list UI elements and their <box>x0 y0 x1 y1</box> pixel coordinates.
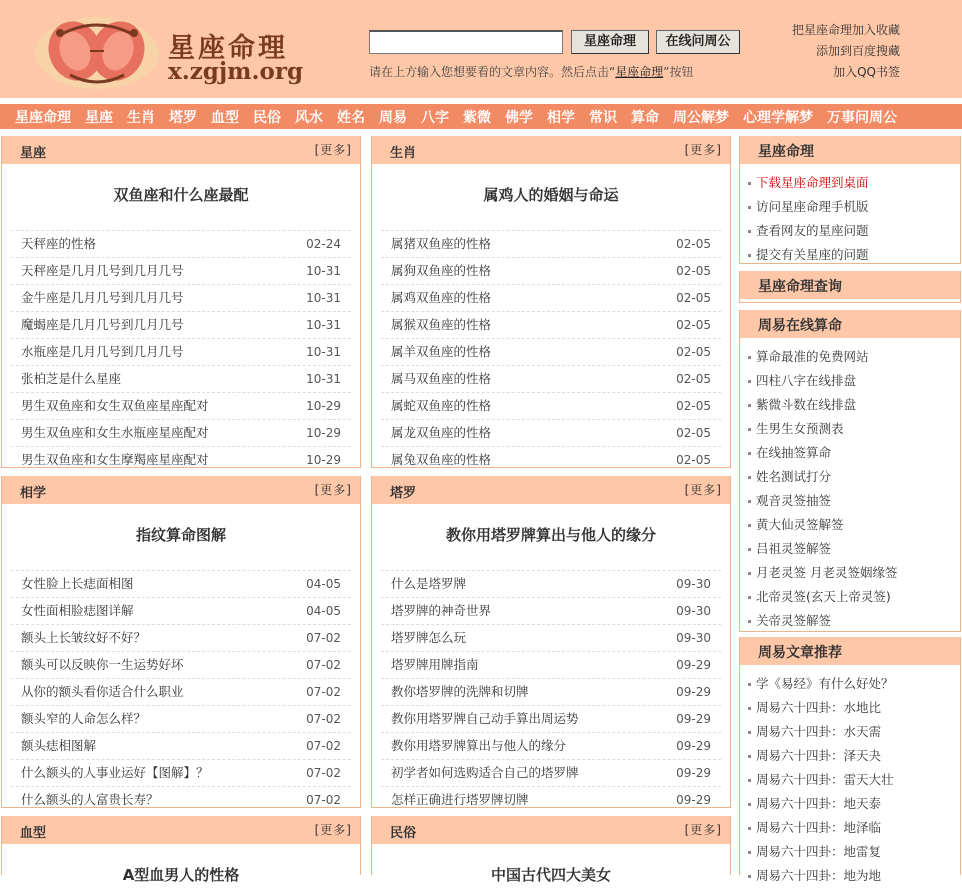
item-date: 02-05 <box>676 399 711 413</box>
sidebar-link[interactable]: 周易六十四卦：地泽临 <box>748 816 960 840</box>
sidebar-link[interactable]: 关帝灵签解签 <box>748 609 960 633</box>
nav-item[interactable]: 周易 <box>379 109 407 126</box>
featured-article[interactable]: A型血男人的性格 <box>122 866 240 884</box>
article-list <box>381 230 721 473</box>
item-title[interactable]: 怎样正确进行塔罗牌切牌 <box>391 792 529 807</box>
nav-item[interactable]: 塔罗 <box>169 109 197 126</box>
panel-header <box>2 816 360 844</box>
list-item[interactable] <box>11 678 351 705</box>
sidebar-link[interactable]: 周易六十四卦：水地比 <box>748 696 960 720</box>
list-item[interactable] <box>11 732 351 759</box>
item-title[interactable]: 张柏芝是什么星座 <box>21 371 122 386</box>
featured-article[interactable]: 指纹算命图解 <box>135 526 226 544</box>
article-list <box>11 230 351 473</box>
list-item[interactable] <box>11 570 351 597</box>
panel-header <box>2 136 360 164</box>
panel-xingzuo <box>1 136 361 468</box>
panel-title: 生肖 <box>390 146 417 161</box>
panel-taluo <box>371 476 731 808</box>
baidu-bookmark-link[interactable]: 添加到百度搜藏 <box>815 44 900 58</box>
list-item[interactable] <box>381 230 721 257</box>
sidebar-link[interactable]: 吕祖灵签解签 <box>748 537 960 561</box>
main-nav <box>0 104 962 129</box>
item-date: 07-02 <box>306 712 341 726</box>
item-title[interactable]: 初学者如何选购适合自己的塔罗牌 <box>391 765 579 780</box>
search-input[interactable] <box>369 30 563 54</box>
article-list <box>11 570 351 813</box>
sidebar-link[interactable]: 访问星座命理手机版 <box>748 195 960 219</box>
list-item[interactable] <box>381 392 721 419</box>
item-title[interactable]: 属猴双鱼座的性格 <box>391 317 492 332</box>
nav-item[interactable]: 常识 <box>589 109 617 126</box>
panel-title: 民俗 <box>390 826 417 841</box>
list-item[interactable] <box>11 705 351 732</box>
nav-item[interactable]: 生肖 <box>127 109 155 126</box>
nav-item[interactable]: 风水 <box>295 109 323 126</box>
item-title[interactable]: 属蛇双鱼座的性格 <box>391 398 492 413</box>
more-link[interactable]: [更多] <box>314 483 352 497</box>
panel-title: 星座 <box>20 146 47 161</box>
sidebar-list <box>748 672 960 888</box>
more-link[interactable]: [更多] <box>314 823 352 837</box>
nav-item[interactable]: 民俗 <box>253 109 281 126</box>
panel-header <box>372 816 730 844</box>
sidebar-link[interactable]: 周易六十四卦：地天泰 <box>748 792 960 816</box>
hint-text-end: ”按钮 <box>663 65 694 79</box>
item-title[interactable]: 男生双鱼座和女生摩羯座星座配对 <box>21 452 209 467</box>
search-button[interactable]: 星座命理 <box>571 30 649 54</box>
item-title[interactable]: 魔蝎座是几月几号到几月几号 <box>21 317 184 332</box>
item-date: 09-30 <box>676 604 711 618</box>
list-item[interactable] <box>381 570 721 597</box>
nav-item[interactable]: 星座 <box>85 109 113 126</box>
sidebar-box-xingzuo <box>739 136 961 264</box>
list-item[interactable] <box>381 338 721 365</box>
panel-title: 相学 <box>20 486 47 501</box>
item-title[interactable]: 塔罗牌用牌指南 <box>391 657 479 672</box>
item-date: 10-31 <box>306 318 341 332</box>
item-date: 02-05 <box>676 237 711 251</box>
more-link[interactable]: [更多] <box>314 143 352 157</box>
list-item[interactable] <box>381 705 721 732</box>
item-date: 02-05 <box>676 291 711 305</box>
site-header <box>0 0 962 98</box>
nav-item[interactable]: 星座命理 <box>15 109 71 126</box>
item-date: 07-02 <box>306 631 341 645</box>
item-date: 09-29 <box>676 793 711 807</box>
item-title[interactable]: 额头可以反映你一生运势好坏 <box>21 657 184 672</box>
sidebar-link[interactable]: 在线抽签算命 <box>748 441 960 465</box>
item-date: 10-31 <box>306 264 341 278</box>
list-item[interactable] <box>11 446 351 473</box>
item-title[interactable]: 教你塔罗牌的洗牌和切牌 <box>391 684 529 699</box>
sidebar-link[interactable]: 学《易经》有什么好处？ <box>748 672 960 696</box>
item-date: 09-29 <box>676 766 711 780</box>
list-item[interactable] <box>11 651 351 678</box>
list-item[interactable] <box>381 759 721 786</box>
sidebar-link[interactable]: 周易六十四卦：水天需 <box>748 720 960 744</box>
item-title[interactable]: 塔罗牌的神奇世界 <box>391 603 492 618</box>
list-item[interactable] <box>381 257 721 284</box>
sidebar-list <box>748 345 960 633</box>
logo-name: 星座命理 <box>168 33 288 64</box>
nav-item[interactable]: 心理学解梦 <box>743 109 813 126</box>
sidebar-link[interactable]: 周易六十四卦：泽天夬 <box>748 744 960 768</box>
item-title[interactable]: 水瓶座是几月几号到几月几号 <box>21 344 184 359</box>
item-date: 02-05 <box>676 426 711 440</box>
sidebar-link[interactable]: 提交有关星座的问题 <box>748 243 960 267</box>
panel-title: 血型 <box>20 826 47 841</box>
list-item[interactable] <box>11 311 351 338</box>
panel-xuexing <box>1 816 361 884</box>
item-title[interactable]: 属羊双鱼座的性格 <box>391 344 492 359</box>
sidebar-link[interactable]: 北帝灵签(玄天上帝灵签) <box>748 585 960 609</box>
nav-item[interactable]: 八字 <box>421 109 449 126</box>
list-item[interactable] <box>381 678 721 705</box>
list-item[interactable] <box>381 419 721 446</box>
item-date: 09-30 <box>676 631 711 645</box>
qq-bookmark-link[interactable]: 加入QQ书签 <box>833 65 900 79</box>
list-item[interactable] <box>381 624 721 651</box>
panel-title: 塔罗 <box>390 486 417 501</box>
sidebar-title: 星座命理 <box>758 144 814 160</box>
item-date: 09-30 <box>676 577 711 591</box>
sidebar-header <box>740 310 960 338</box>
item-title[interactable]: 额头窄的人命怎么样？ <box>21 711 147 726</box>
list-item[interactable] <box>11 419 351 446</box>
list-item[interactable] <box>381 597 721 624</box>
list-item[interactable] <box>11 624 351 651</box>
nav-item[interactable]: 紫微 <box>463 109 491 126</box>
sidebar-box-articles <box>739 637 961 883</box>
list-item[interactable] <box>381 284 721 311</box>
item-title[interactable]: 额头痣相图解 <box>21 738 97 753</box>
item-date: 09-29 <box>676 685 711 699</box>
nav-item[interactable]: 姓名 <box>337 109 365 126</box>
item-date: 10-29 <box>306 453 341 467</box>
item-date: 10-31 <box>306 291 341 305</box>
panel-minsu <box>371 816 731 884</box>
list-item[interactable] <box>381 446 721 473</box>
item-title[interactable]: 男生双鱼座和女生双鱼座星座配对 <box>21 398 209 413</box>
item-title[interactable]: 属鸡双鱼座的性格 <box>391 290 492 305</box>
more-link[interactable]: [更多] <box>684 823 722 837</box>
list-item[interactable] <box>11 786 351 813</box>
item-title[interactable]: 女性面相脸痣图详解 <box>21 603 134 618</box>
item-title[interactable]: 天秤座是几月几号到几月几号 <box>21 263 184 278</box>
item-date: 09-29 <box>676 739 711 753</box>
more-link[interactable]: [更多] <box>684 483 722 497</box>
list-item[interactable] <box>381 311 721 338</box>
panel-shengxiao <box>371 136 731 468</box>
search-hint <box>369 63 693 80</box>
item-date: 10-29 <box>306 399 341 413</box>
item-title[interactable]: 天秤座的性格 <box>21 236 97 251</box>
nav-item[interactable]: 周公解梦 <box>673 109 729 126</box>
item-date: 10-29 <box>306 426 341 440</box>
item-date: 07-02 <box>306 658 341 672</box>
list-item[interactable] <box>11 365 351 392</box>
sidebar-list <box>748 171 960 267</box>
item-title[interactable]: 属猪双鱼座的性格 <box>391 236 492 251</box>
list-item[interactable] <box>11 759 351 786</box>
item-date: 04-05 <box>306 604 341 618</box>
nav-item[interactable]: 佛学 <box>505 109 533 126</box>
item-date: 07-02 <box>306 766 341 780</box>
item-date: 10-31 <box>306 345 341 359</box>
item-title[interactable]: 什么额头的人富贵长寿？ <box>21 792 159 807</box>
item-date: 07-02 <box>306 793 341 807</box>
nav-item[interactable]: 相学 <box>547 109 575 126</box>
list-item[interactable] <box>11 257 351 284</box>
sidebar-link[interactable]: 四柱八字在线排盘 <box>748 369 960 393</box>
list-item[interactable] <box>381 786 721 813</box>
list-item[interactable] <box>381 732 721 759</box>
list-item[interactable] <box>11 392 351 419</box>
sidebar-link[interactable]: 查看网友的星座问题 <box>748 219 960 243</box>
sidebar-header <box>740 637 960 665</box>
featured-article[interactable]: 属鸡人的婚姻与命运 <box>483 186 619 204</box>
list-item[interactable] <box>11 284 351 311</box>
sidebar-title[interactable]: 星座命理查询 <box>758 279 842 295</box>
item-date: 07-02 <box>306 685 341 699</box>
featured-article[interactable]: 中国古代四大美女 <box>490 866 611 884</box>
panel-header <box>2 476 360 504</box>
sidebar-title: 周易在线算命 <box>758 318 842 334</box>
item-title[interactable]: 塔罗牌怎么玩 <box>391 630 467 645</box>
item-date: 04-05 <box>306 577 341 591</box>
list-item[interactable] <box>381 651 721 678</box>
item-title[interactable]: 女性脸上长痣面相图 <box>21 576 134 591</box>
item-title[interactable]: 额头上长皱纹好不好？ <box>21 630 147 645</box>
add-favorite-link[interactable]: 把星座命理加入收藏 <box>791 23 900 37</box>
article-list <box>381 570 721 813</box>
list-item[interactable] <box>11 230 351 257</box>
item-title[interactable]: 什么额头的人事业运好【图解】？ <box>21 765 209 780</box>
logo-url: x.zgjm.org <box>168 58 304 85</box>
item-title[interactable]: 属马双鱼座的性格 <box>391 371 492 386</box>
item-title[interactable]: 从你的额头看你适合什么职业 <box>21 684 184 699</box>
list-item[interactable] <box>11 338 351 365</box>
sidebar-link[interactable]: 观音灵签抽签 <box>748 489 960 513</box>
item-title[interactable]: 教你用塔罗牌自己动手算出周运势 <box>391 711 579 726</box>
list-item[interactable] <box>11 597 351 624</box>
zodiac-fish-logo-icon <box>30 5 165 93</box>
sidebar-link[interactable]: 紫微斗数在线排盘 <box>748 393 960 417</box>
panel-header <box>372 136 730 164</box>
sidebar-link[interactable]: 黄大仙灵签解签 <box>748 513 960 537</box>
item-date: 02-05 <box>676 453 711 467</box>
item-date: 02-05 <box>676 318 711 332</box>
nav-item[interactable]: 万事问周公 <box>827 109 897 126</box>
hint-link[interactable]: 星座命理 <box>615 65 664 79</box>
item-date: 02-05 <box>676 264 711 278</box>
item-title[interactable]: 属龙双鱼座的性格 <box>391 425 492 440</box>
item-title[interactable]: 金牛座是几月几号到几月几号 <box>21 290 184 305</box>
item-title[interactable]: 属兔双鱼座的性格 <box>391 452 492 467</box>
list-item[interactable] <box>381 365 721 392</box>
sidebar-link[interactable]: 月老灵签 月老灵签姻缘签 <box>748 561 960 585</box>
panel-xiangxue <box>1 476 361 808</box>
sidebar-box-query <box>739 271 961 303</box>
featured-article[interactable]: 教你用塔罗牌算出与他人的缘分 <box>445 526 656 544</box>
zhougong-button[interactable]: 在线问周公 <box>656 30 740 54</box>
sidebar-link[interactable]: 周易六十四卦：雷天大壮 <box>748 768 960 792</box>
sidebar-link[interactable]: 周易六十四卦：地雷复 <box>748 840 960 864</box>
item-title[interactable]: 什么是塔罗牌 <box>391 576 467 591</box>
item-title[interactable]: 男生双鱼座和女生水瓶座星座配对 <box>21 425 209 440</box>
featured-article[interactable]: 双鱼座和什么座最配 <box>113 186 249 204</box>
item-date: 07-02 <box>306 739 341 753</box>
sidebar-header <box>740 136 960 164</box>
sidebar-link[interactable]: 姓名测试打分 <box>748 465 960 489</box>
item-date: 02-24 <box>306 237 341 251</box>
item-title[interactable]: 属狗双鱼座的性格 <box>391 263 492 278</box>
sidebar-box-zhouyi <box>739 310 961 632</box>
item-title[interactable]: 教你用塔罗牌算出与他人的缘分 <box>391 738 567 753</box>
sidebar-link[interactable]: 周易六十四卦：地为地 <box>748 864 960 888</box>
panel-header <box>372 476 730 504</box>
sidebar-link[interactable]: 下载星座命理到桌面 <box>748 171 960 195</box>
nav-item[interactable]: 算命 <box>631 109 659 126</box>
item-date: 09-29 <box>676 712 711 726</box>
nav-item[interactable]: 血型 <box>211 109 239 126</box>
sidebar-link[interactable]: 算命最准的免费网站 <box>748 345 960 369</box>
more-link[interactable]: [更多] <box>684 143 722 157</box>
sidebar-link[interactable]: 生男生女预测表 <box>748 417 960 441</box>
sidebar-header <box>740 271 960 299</box>
item-date: 02-05 <box>676 345 711 359</box>
sidebar-title: 周易文章推荐 <box>758 645 842 661</box>
item-date: 10-31 <box>306 372 341 386</box>
item-date: 09-29 <box>676 658 711 672</box>
hint-text: 请在上方输入您想要看的文章内容。然后点击“ <box>369 65 616 79</box>
item-date: 02-05 <box>676 372 711 386</box>
